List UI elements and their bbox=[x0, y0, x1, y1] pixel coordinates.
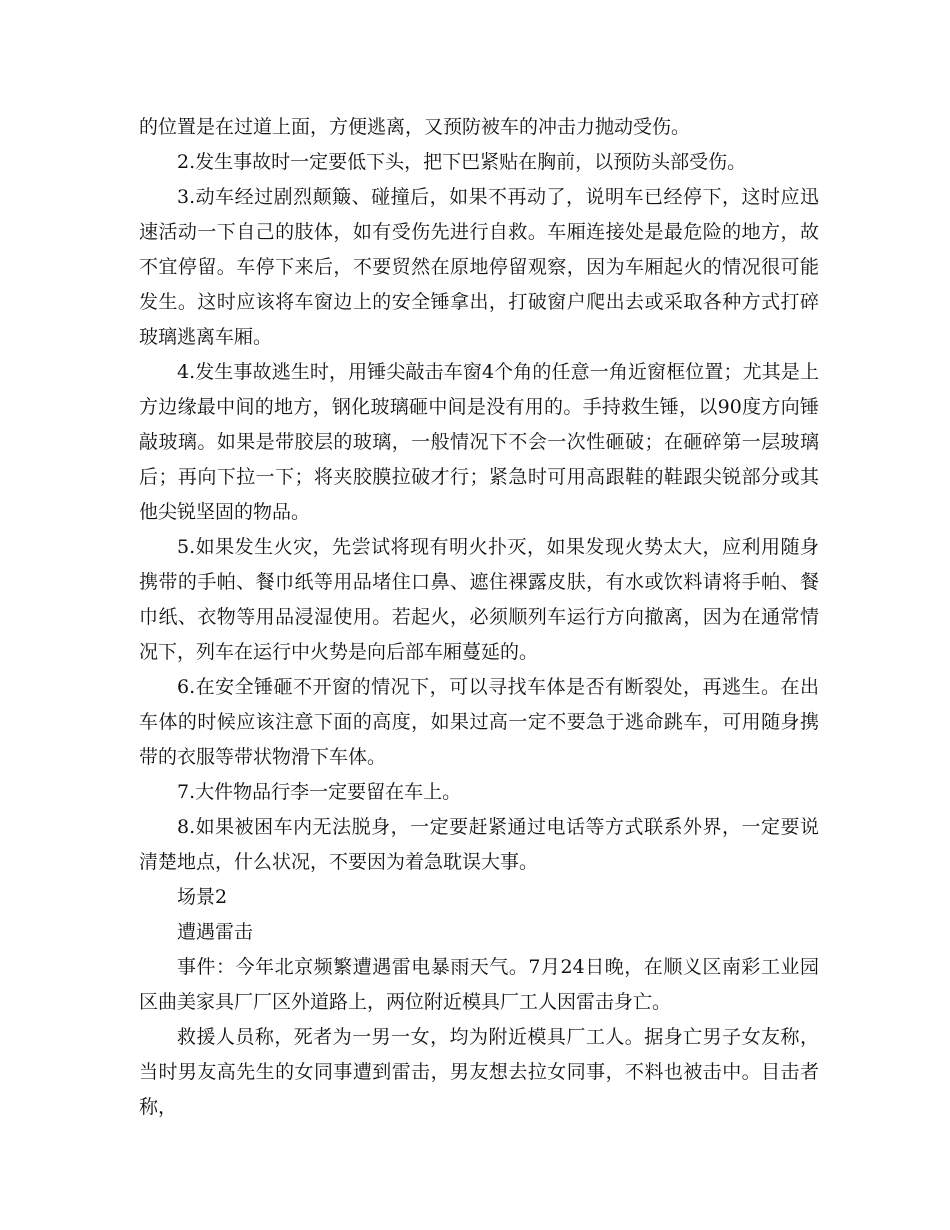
paragraph-item-8: 8.如果被困车内无法脱身，一定要赶紧通过电话等方式联系外界，一定要说清楚地点，什么状况，不要因为着急耽误大事。 bbox=[139, 816, 819, 873]
scene-heading: 场景2 bbox=[177, 886, 228, 908]
scene-title: 遭遇雷击 bbox=[177, 921, 254, 943]
paragraph-item-2: 2.发生事故时一定要低下头，把下巴紧贴在胸前，以预防头部受伤。 bbox=[177, 151, 747, 173]
paragraph-item-6: 6.在安全锤砸不开窗的情况下，可以寻找车体是否有断裂处，再逃生。在出车体的时候应该注意下面的高度，如果过高一定不要急于逃命跳车，可用随身携带的衣服等带状物滑下车体。 bbox=[139, 676, 819, 768]
paragraph-continuation: 的位置是在过道上面，方便逃离，又预防被车的冲击力抛动受伤。 bbox=[139, 116, 691, 138]
event-paragraph: 事件：今年北京频繁遭遇雷电暴雨天气。7月24日晚，在顺义区南彩工业园区曲美家具厂厂区外道路上，两位附近模具厂工人因雷击身亡。 bbox=[139, 956, 819, 1013]
paragraph-item-7: 7.大件物品行李一定要留在车上。 bbox=[177, 781, 462, 803]
paragraph-item-3: 3.动车经过剧烈颠簸、碰撞后，如果不再动了，说明车已经停下，这时应迅速活动一下自己的肢体，如有受伤先进行自救。车厢连接处是最危险的地方，故不宜停留。车停下来后，不要贸然在原地停留观察，因为车厢起火的情况很可能发生。这时应该将车窗边上的安全锤拿出，打破窗户爬出去或采取各种方式打碎玻璃逃离车厢。 bbox=[139, 186, 819, 348]
paragraph-item-5: 5.如果发生火灾，先尝试将现有明火扑灭，如果发现火势太大，应利用随身携带的手帕、餐巾纸等用品堵住口鼻、遮住裸露皮肤，有水或饮料请将手帕、餐巾纸、衣物等用品浸湿使用。若起火，必须顺列车运行方向撤离，因为在通常情况下，列车在运行中火势是向后部车厢蔓延的。 bbox=[139, 536, 819, 663]
rescue-paragraph: 救援人员称，死者为一男一女，均为附近模具厂工人。据身亡男子女友称，当时男友高先生的女同事遭到雷击，男友想去拉女同事，不料也被击中。目击者称， bbox=[139, 1026, 819, 1118]
document-body bbox=[139, 110, 819, 1125]
paragraph-item-4: 4.发生事故逃生时，用锤尖敲击车窗4个角的任意一角近窗框位置；尤其是上方边缘最中间的地方，钢化玻璃砸中间是没有用的。手持救生锤，以90度方向锤敲玻璃。如果是带胶层的玻璃，一般情况下不会一次性砸破；在砸碎第一层玻璃后；再向下拉一下；将夹胶膜拉破才行；紧急时可用高跟鞋的鞋跟尖锐部分或其他尖锐坚固的物品。 bbox=[139, 361, 819, 523]
